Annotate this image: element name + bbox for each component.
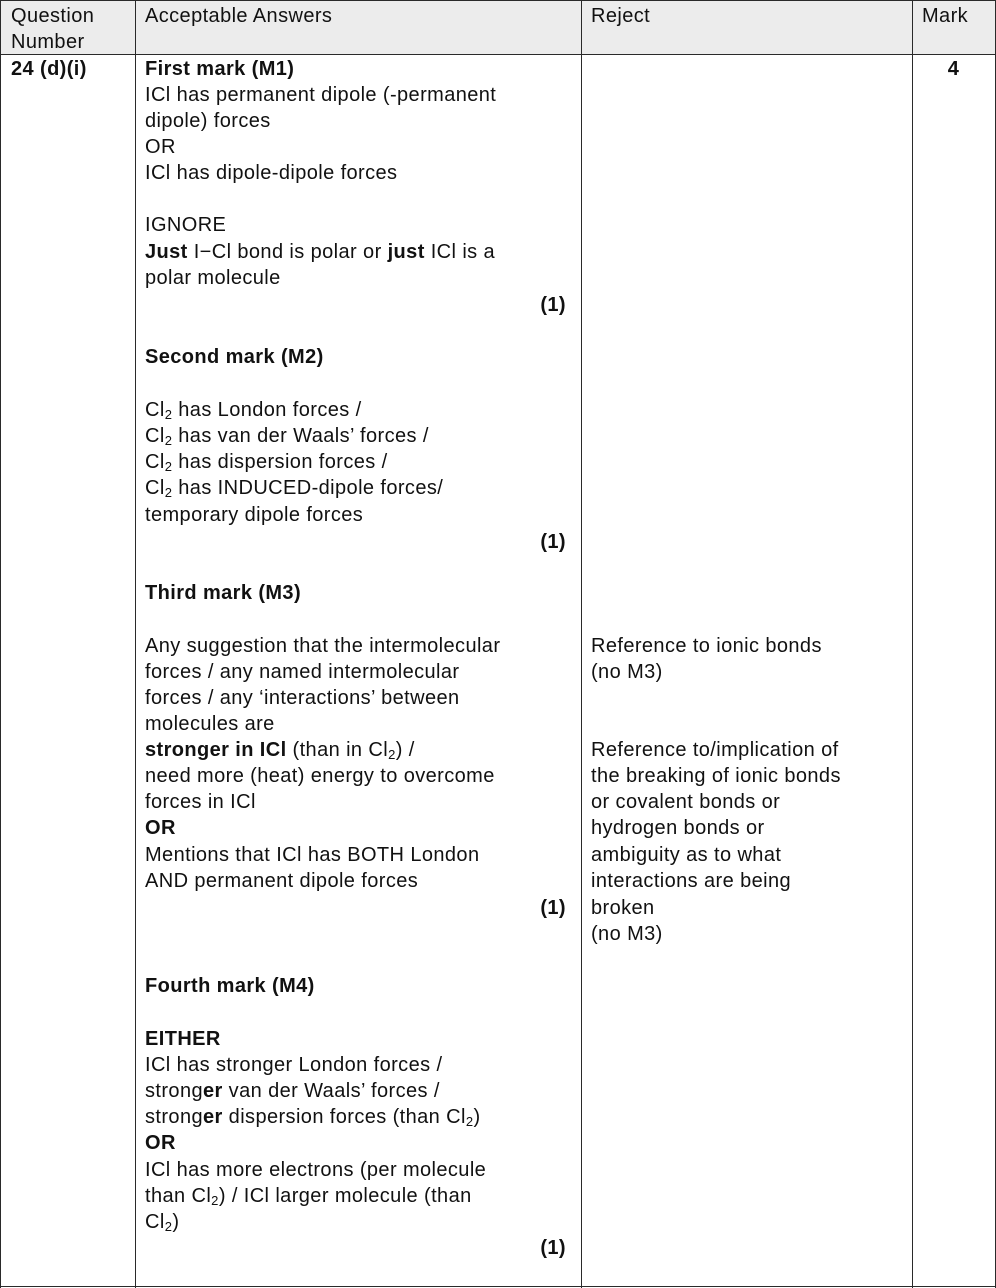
m3-mark: (1) (540, 897, 566, 919)
answer-line (145, 423, 429, 449)
answer-line: temporary dipole forces (145, 504, 364, 526)
answer-line: AND permanent dipole forces (145, 870, 419, 892)
text: than Cl (145, 1185, 212, 1207)
emphasis: Just (145, 241, 188, 263)
text: dispersion forces (than Cl (222, 1106, 466, 1128)
grid-line (581, 0, 582, 1288)
m3-heading: Third mark (M3) (145, 582, 302, 604)
grid-line (135, 0, 136, 1288)
text: ) / (395, 739, 415, 761)
answer-line (145, 1104, 481, 1130)
m1-heading: First mark (M1) (145, 58, 295, 80)
answer-line (145, 449, 388, 475)
answer-line: forces / any ‘interactions’ between (145, 687, 460, 709)
ignore-label: IGNORE (145, 214, 227, 236)
answer-line (145, 1209, 179, 1235)
formula: Cl (145, 477, 165, 499)
text: strong (145, 1080, 203, 1102)
emphasis: er (203, 1106, 223, 1128)
reject-line: Reference to ionic bonds (591, 635, 822, 657)
text: (than in Cl (286, 739, 389, 761)
subscript: 2 (164, 407, 173, 422)
text: I−Cl bond is polar or (187, 241, 388, 263)
text: ICl is a (424, 241, 496, 263)
header-question-number-line2: Number (11, 31, 85, 53)
answer-line: ICl has permanent dipole (-permanent (145, 84, 497, 106)
answer-line: molecules are (145, 713, 275, 735)
grid-line (0, 1286, 996, 1287)
subscript: 2 (164, 485, 173, 500)
m2-mark: (1) (540, 531, 566, 553)
m1-mark: (1) (540, 294, 566, 316)
m2-heading: Second mark (M2) (145, 346, 324, 368)
emphasis: stronger in ICl (145, 739, 287, 761)
m4-heading: Fourth mark (M4) (145, 975, 315, 997)
formula: Cl (145, 451, 165, 473)
or-label: OR (145, 1132, 176, 1154)
answer-line: ICl has dipole-dipole forces (145, 162, 398, 184)
subscript: 2 (164, 459, 173, 474)
subscript: 2 (164, 433, 173, 448)
subscript: 2 (388, 747, 396, 762)
header-reject: Reject (591, 5, 651, 27)
reject-line: (no M3) (591, 923, 663, 945)
subscript: 2 (465, 1114, 474, 1129)
text: has dispersion forces / (172, 451, 388, 473)
emphasis: just (387, 241, 425, 263)
answer-line: forces / any named intermolecular (145, 661, 460, 683)
header-mark: Mark (922, 5, 969, 27)
reject-line: the breaking of ionic bonds (591, 765, 841, 787)
reject-line: Reference to/implication of (591, 739, 839, 761)
text: ) (172, 1211, 180, 1233)
answer-line: forces in ICl (145, 791, 256, 813)
formula: Cl (145, 1211, 165, 1233)
reject-line: ambiguity as to what (591, 844, 782, 866)
subscript: 2 (211, 1193, 219, 1208)
header-question-number-line1: Question (11, 5, 95, 27)
reject-line: interactions are being (591, 870, 792, 892)
total-mark: 4 (947, 58, 960, 80)
answer-line: polar molecule (145, 267, 281, 289)
answer-line: ICl has stronger London forces / (145, 1054, 443, 1076)
answer-line (145, 475, 443, 501)
answer-line: Any suggestion that the intermolecular (145, 635, 501, 657)
text: ) (473, 1106, 481, 1128)
question-number: 24 (d)(i) (11, 58, 87, 80)
reject-line: or covalent bonds or (591, 791, 781, 813)
answer-line (145, 1183, 472, 1209)
answer-line: OR (145, 136, 176, 158)
answer-line: ICl has more electrons (per molecule (145, 1159, 487, 1181)
answer-line (145, 239, 495, 265)
answer-line: need more (heat) energy to overcome (145, 765, 495, 787)
text: van der Waals’ forces / (222, 1080, 440, 1102)
emphasis: er (203, 1080, 223, 1102)
grid-line (0, 0, 996, 1)
answer-line (145, 1078, 440, 1104)
text: has London forces / (172, 399, 362, 421)
reject-line: broken (591, 897, 655, 919)
either-label: EITHER (145, 1028, 221, 1050)
text: has van der Waals’ forces / (172, 425, 429, 447)
answer-line (145, 397, 362, 423)
reject-line: (no M3) (591, 661, 663, 683)
reject-line: hydrogen bonds or (591, 817, 765, 839)
header-acceptable-answers: Acceptable Answers (145, 5, 333, 27)
m4-mark: (1) (540, 1237, 566, 1259)
formula: Cl (145, 399, 165, 421)
formula: Cl (145, 425, 165, 447)
subscript: 2 (164, 1219, 173, 1234)
grid-line (912, 0, 913, 1288)
or-label: OR (145, 817, 176, 839)
answer-line: Mentions that ICl has BOTH London (145, 844, 480, 866)
text: ) / ICl larger molecule (than (218, 1185, 472, 1207)
answer-line (145, 737, 415, 763)
grid-line (0, 0, 1, 1288)
text: strong (145, 1106, 203, 1128)
grid-line (0, 54, 996, 55)
answer-line: dipole) forces (145, 110, 271, 132)
text: has INDUCED-dipole forces/ (172, 477, 444, 499)
